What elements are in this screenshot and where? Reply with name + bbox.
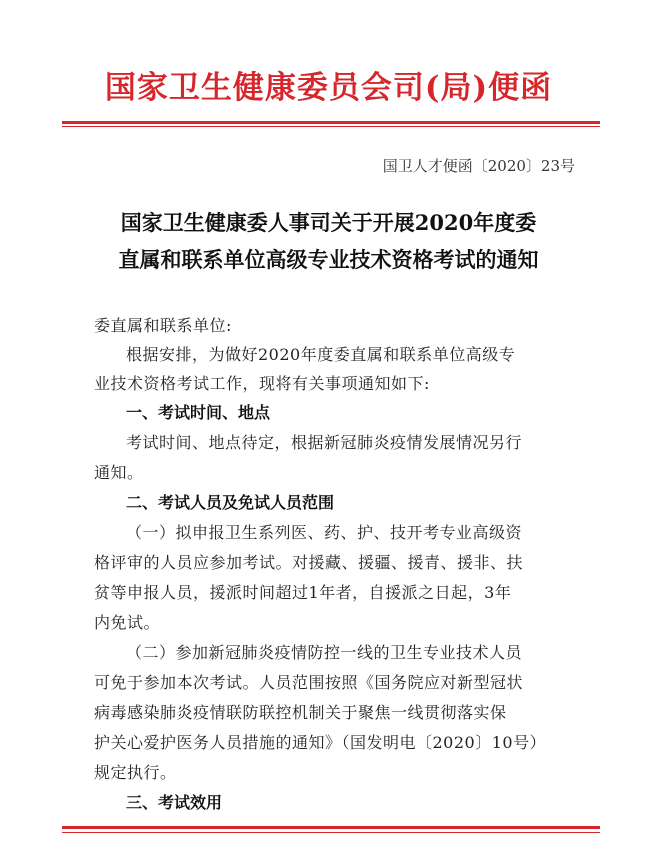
section-2-p1-line-1: （一）拟申报卫生系列医、药、护、技开考专业高级资 [126,523,523,542]
section-2-p1-line-4: 内免试。 [94,613,161,632]
letterhead-rule-thick [62,121,600,124]
section-3-heading: 三、考试效用 [126,793,223,812]
section-2-p2-line-3: 病毒感染肺炎疫情联防联控机制关于聚焦一线贯彻落实保 [94,703,507,722]
section-1-line-1: 考试时间、地点待定，根据新冠肺炎疫情发展情况另行 [126,433,523,452]
section-1-heading: 一、考试时间、地点 [126,403,271,422]
intro-line-1: 根据安排，为做好2020年度委直属和联系单位高级专 [126,345,516,364]
section-2-p2-line-2: 可免于参加本次考试。人员范围按照《国务院应对新型冠状 [94,673,524,692]
letterhead-title: 国家卫生健康委员会司(局)便函 [104,70,553,106]
intro-line-2: 业技术资格考试工作，现将有关事项通知如下: [94,374,430,393]
section-2-p1-line-3: 贫等申报人员，援派时间超过1年者，自援派之日起，3年 [94,583,512,602]
section-2-p2-line-1: （二）参加新冠肺炎疫情防控一线的卫生专业技术人员 [126,643,523,662]
section-2-p2-line-4: 护关心爱护医务人员措施的通知》（国发明电〔2020〕10号） [94,733,547,752]
document-title-line-2: 直属和联系单位高级专业技术资格考试的通知 [118,247,539,272]
section-2-heading: 二、考试人员及免试人员范围 [126,493,335,512]
salutation: 委直属和联系单位: [94,316,232,335]
footer-rule-thick [62,826,600,829]
footer-rule-thin [62,832,600,833]
document-number: 国卫人才便函〔2020〕23号 [382,157,575,175]
section-1-line-2: 通知。 [94,463,144,482]
document-title-line-1: 国家卫生健康委人事司关于开展2020年度委 [120,210,537,235]
letterhead-rule-thin [62,126,600,127]
section-2-p1-line-2: 格评审的人员应参加考试。对援藏、援疆、援青、援非、扶 [94,553,524,572]
section-2-p2-line-5: 规定执行。 [94,763,177,782]
